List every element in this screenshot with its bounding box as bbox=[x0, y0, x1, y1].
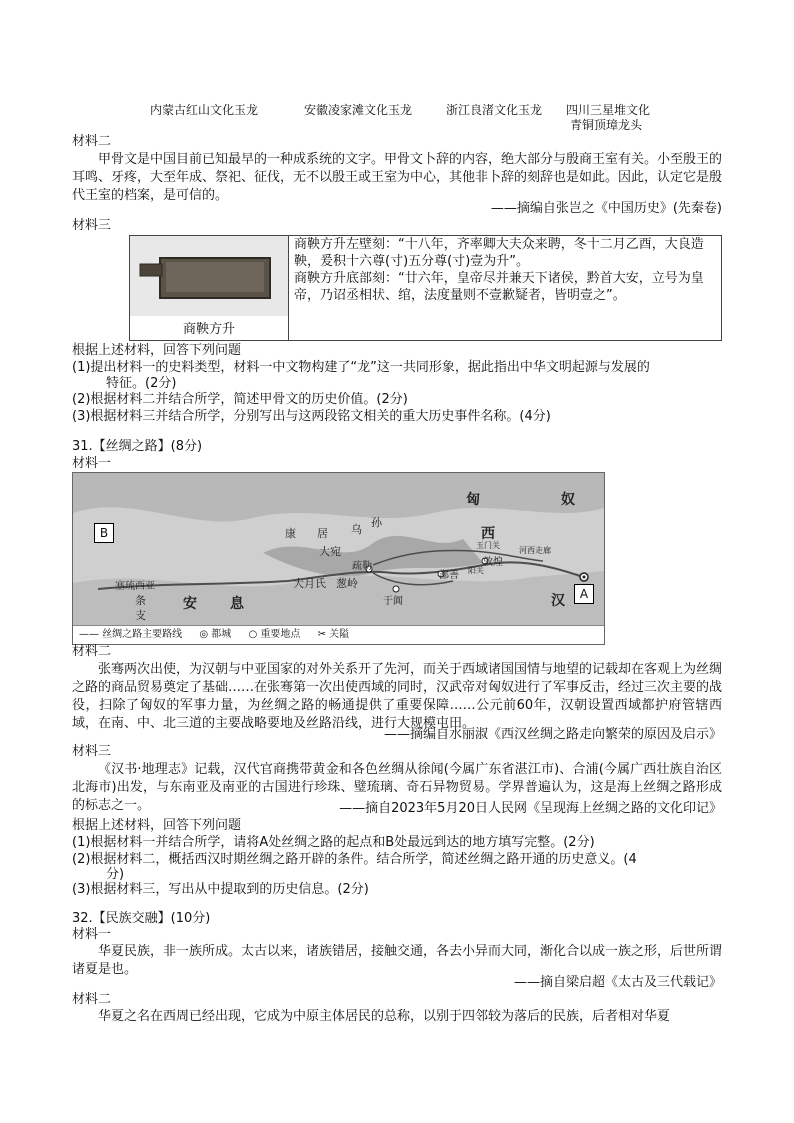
q32-title: 32.【民族交融】(10分) bbox=[72, 911, 211, 926]
map-label-anxi-1: 安 bbox=[183, 596, 199, 612]
map-label-yangguan: 阳关 bbox=[468, 566, 484, 575]
caption-sanxingdui: 四川三星堆文化 bbox=[566, 103, 651, 117]
legend-capital: ◎ 都城 bbox=[199, 629, 232, 640]
q31-m2-text: 张骞两次出使，为汉朝与中亚国家的对外关系开了先河，而关于西域诸国国情与地望的记载却在客观上为丝绸之路的商品贸易奠定了基础……在张骞第一次出使西域的同时，汉武帝对匈奴进行了军事反击，经过三次主要的战役，扫除了匈奴的军事力量，为丝绸之路的畅通提供了重要保障……公元前60年，汉朝设置西域都护府管辖西域，在南、中、北三道的主要战略要地及丝路沿线，进行大规模屯田。 bbox=[72, 662, 723, 731]
q31-question-2b: 分) bbox=[106, 867, 125, 882]
map-label-xiongnu-2: 奴 bbox=[561, 492, 577, 508]
q32-m1-heading: 材料一 bbox=[72, 927, 112, 942]
q31-m3-text: 《汉书·地理志》记载，汉代官商携带黄金和各色丝绸从徐闻(今属广东省湛江市)、合浦(今属广西壮族自治区北海市)出发，与东南亚及南亚的古国进行珍珠、璧琉璃、奇石异物贸易。学界普遍认为，这是海上丝绸之路形成的标志之一。 bbox=[72, 762, 722, 813]
q30-m2-text: 甲骨文是中国目前已知最早的一种成系统的文字。甲骨文卜辞的内容，绝大部分与殷商王室有关。小至殷王的耳鸣、牙疼，大至年成、祭祀、征伐，无不以殷王或王室为中心，其他非卜辞的刻辞也是如此。因此，认定它是殷代王室的档案，是可信的。 bbox=[72, 152, 723, 203]
map-label-congling: 葱岭 bbox=[336, 577, 358, 590]
q31-m1-heading: 材料一 bbox=[72, 456, 112, 471]
q31-m3-source: ——摘自2023年5月20日人民网《呈现海上丝绸之路的文化印记》 bbox=[339, 801, 722, 816]
q31-question-2: (2)根据材料二，概括西汉时期丝绸之路开辟的条件。结合所学，简述丝绸之路开通的历史意义。(4 bbox=[72, 852, 637, 867]
legend-pass: ✂ 关隘 bbox=[317, 629, 350, 640]
caption-hongshan: 内蒙古红山文化玉龙 bbox=[150, 103, 259, 117]
q31-m2-heading: 材料二 bbox=[72, 644, 112, 659]
q31-m3-heading: 材料三 bbox=[72, 744, 112, 759]
map-label-shanshan: 鄯善 bbox=[439, 570, 459, 581]
map-label-tiao-2: 支 bbox=[135, 609, 146, 622]
q32-m1-text: 华夏民族，非一族所成。太古以来，诸族错居，接触交通，各去小异而大同，渐化合以成一族之形，后世所谓诸夏是也。 bbox=[72, 944, 723, 977]
map-label-kangju-2: 居 bbox=[317, 527, 328, 540]
map-label-yumen: 玉门关 bbox=[476, 541, 500, 550]
q30-m3-heading: 材料三 bbox=[72, 218, 112, 233]
q30-m2-heading: 材料二 bbox=[72, 134, 112, 149]
map-label-seleucia: 塞琉西亚 bbox=[115, 581, 155, 592]
q32-m1-source: ——摘自梁启超《太古及三代载记》 bbox=[513, 975, 722, 990]
map-label-han: 汉 bbox=[551, 593, 567, 609]
map-label-wusun-2: 孙 bbox=[371, 516, 382, 529]
shang-yang-measure-image bbox=[130, 236, 288, 316]
q30-question-1: (1)提出材料一的史料类型，材料一中文物构建了“龙”这一共同形象，据此指出中华文明起源与发展的 bbox=[72, 360, 650, 375]
q30-m2-source: ——摘编自张岂之《中国历史》(先秦卷) bbox=[490, 201, 722, 216]
map-label-xi: 西 bbox=[481, 526, 497, 542]
q32-m2-text: 华夏之名在西周已经出现，它成为中原主体居民的总称，以别于四邻较为落后的民族，后者相对华夏 bbox=[98, 1009, 671, 1024]
legend-place: ○ 重要地点 bbox=[248, 629, 301, 640]
q30-question-2: (2)根据材料二并结合所学，简述甲骨文的历史价值。(2分) bbox=[72, 392, 408, 407]
q30-question-3: (3)根据材料三并结合所学，分别写出与这两段铭文相关的重大历史事件名称。(4分) bbox=[72, 409, 551, 424]
map-label-kangju-1: 康 bbox=[285, 527, 296, 540]
inscription-left-wall: 商鞅方升左壁刻：“十八年，齐率卿大夫众来聘，冬十二月乙酉，大良造鞅，爰积十六尊(寸)五分尊(寸)壹为升”。 bbox=[294, 237, 704, 269]
map-label-tiao-1: 条 bbox=[135, 594, 146, 607]
caption-sanxingdui-2: 青铜顶璋龙头 bbox=[570, 118, 643, 132]
map-label-wusun-1: 乌 bbox=[351, 523, 362, 536]
map-label-hexi: 河西走廊 bbox=[519, 546, 551, 555]
map-label-xiongnu-1: 匈 bbox=[466, 492, 482, 508]
q30-m3-table bbox=[129, 235, 722, 341]
legend-route: —— 丝绸之路主要路线 bbox=[79, 629, 183, 640]
map-label-yutian: 于阗 bbox=[383, 596, 403, 607]
q30-prompt: 根据上述材料，回答下列问题 bbox=[72, 343, 242, 358]
silk-road-map bbox=[72, 472, 605, 645]
map-legend bbox=[73, 625, 604, 644]
map-label-dawan: 大宛 bbox=[319, 545, 341, 558]
map-label-anxi-2: 息 bbox=[230, 596, 246, 612]
shang-yang-measure-cell bbox=[130, 236, 289, 341]
shang-yang-measure-caption: 商鞅方升 bbox=[182, 322, 235, 337]
q30-question-1b: 特征。(2分) bbox=[106, 376, 177, 391]
shang-yang-inscriptions bbox=[289, 236, 722, 341]
q32-m2-heading: 材料二 bbox=[72, 992, 112, 1007]
caption-liangzhu: 浙江良渚文化玉龙 bbox=[446, 103, 543, 117]
q31-m2-source: ——摘编自水丽淑《西汉丝绸之路走向繁荣的原因及启示》 bbox=[383, 727, 722, 742]
q31-question-3: (3)根据材料三，写出从中提取到的历史信息。(2分) bbox=[72, 882, 369, 897]
q31-question-1: (1)根据材料一并结合所学，请将A处丝绸之路的起点和B处最远到达的地方填写完整。(2分) bbox=[72, 835, 595, 850]
map-box-b: B bbox=[94, 523, 114, 543]
map-box-a: A bbox=[574, 584, 594, 604]
map-label-shule: 疏勒 bbox=[352, 561, 372, 572]
inscription-bottom: 商鞅方升底部刻：“廿六年，皇帝尽并兼天下诸侯，黔首大安，立号为皇帝，乃诏丞相状、绾，法度量则不壹歉疑者，皆明壹之”。 bbox=[294, 271, 704, 303]
map-label-dunhuang: 敦煌 bbox=[483, 557, 503, 568]
q31-title: 31.【丝绸之路】(8分) bbox=[72, 439, 203, 454]
caption-lingjiatan: 安徽凌家滩文化玉龙 bbox=[304, 103, 413, 117]
q31-prompt: 根据上述材料，回答下列问题 bbox=[72, 818, 242, 833]
map-label-dayuezhi: 大月氏 bbox=[293, 577, 326, 590]
